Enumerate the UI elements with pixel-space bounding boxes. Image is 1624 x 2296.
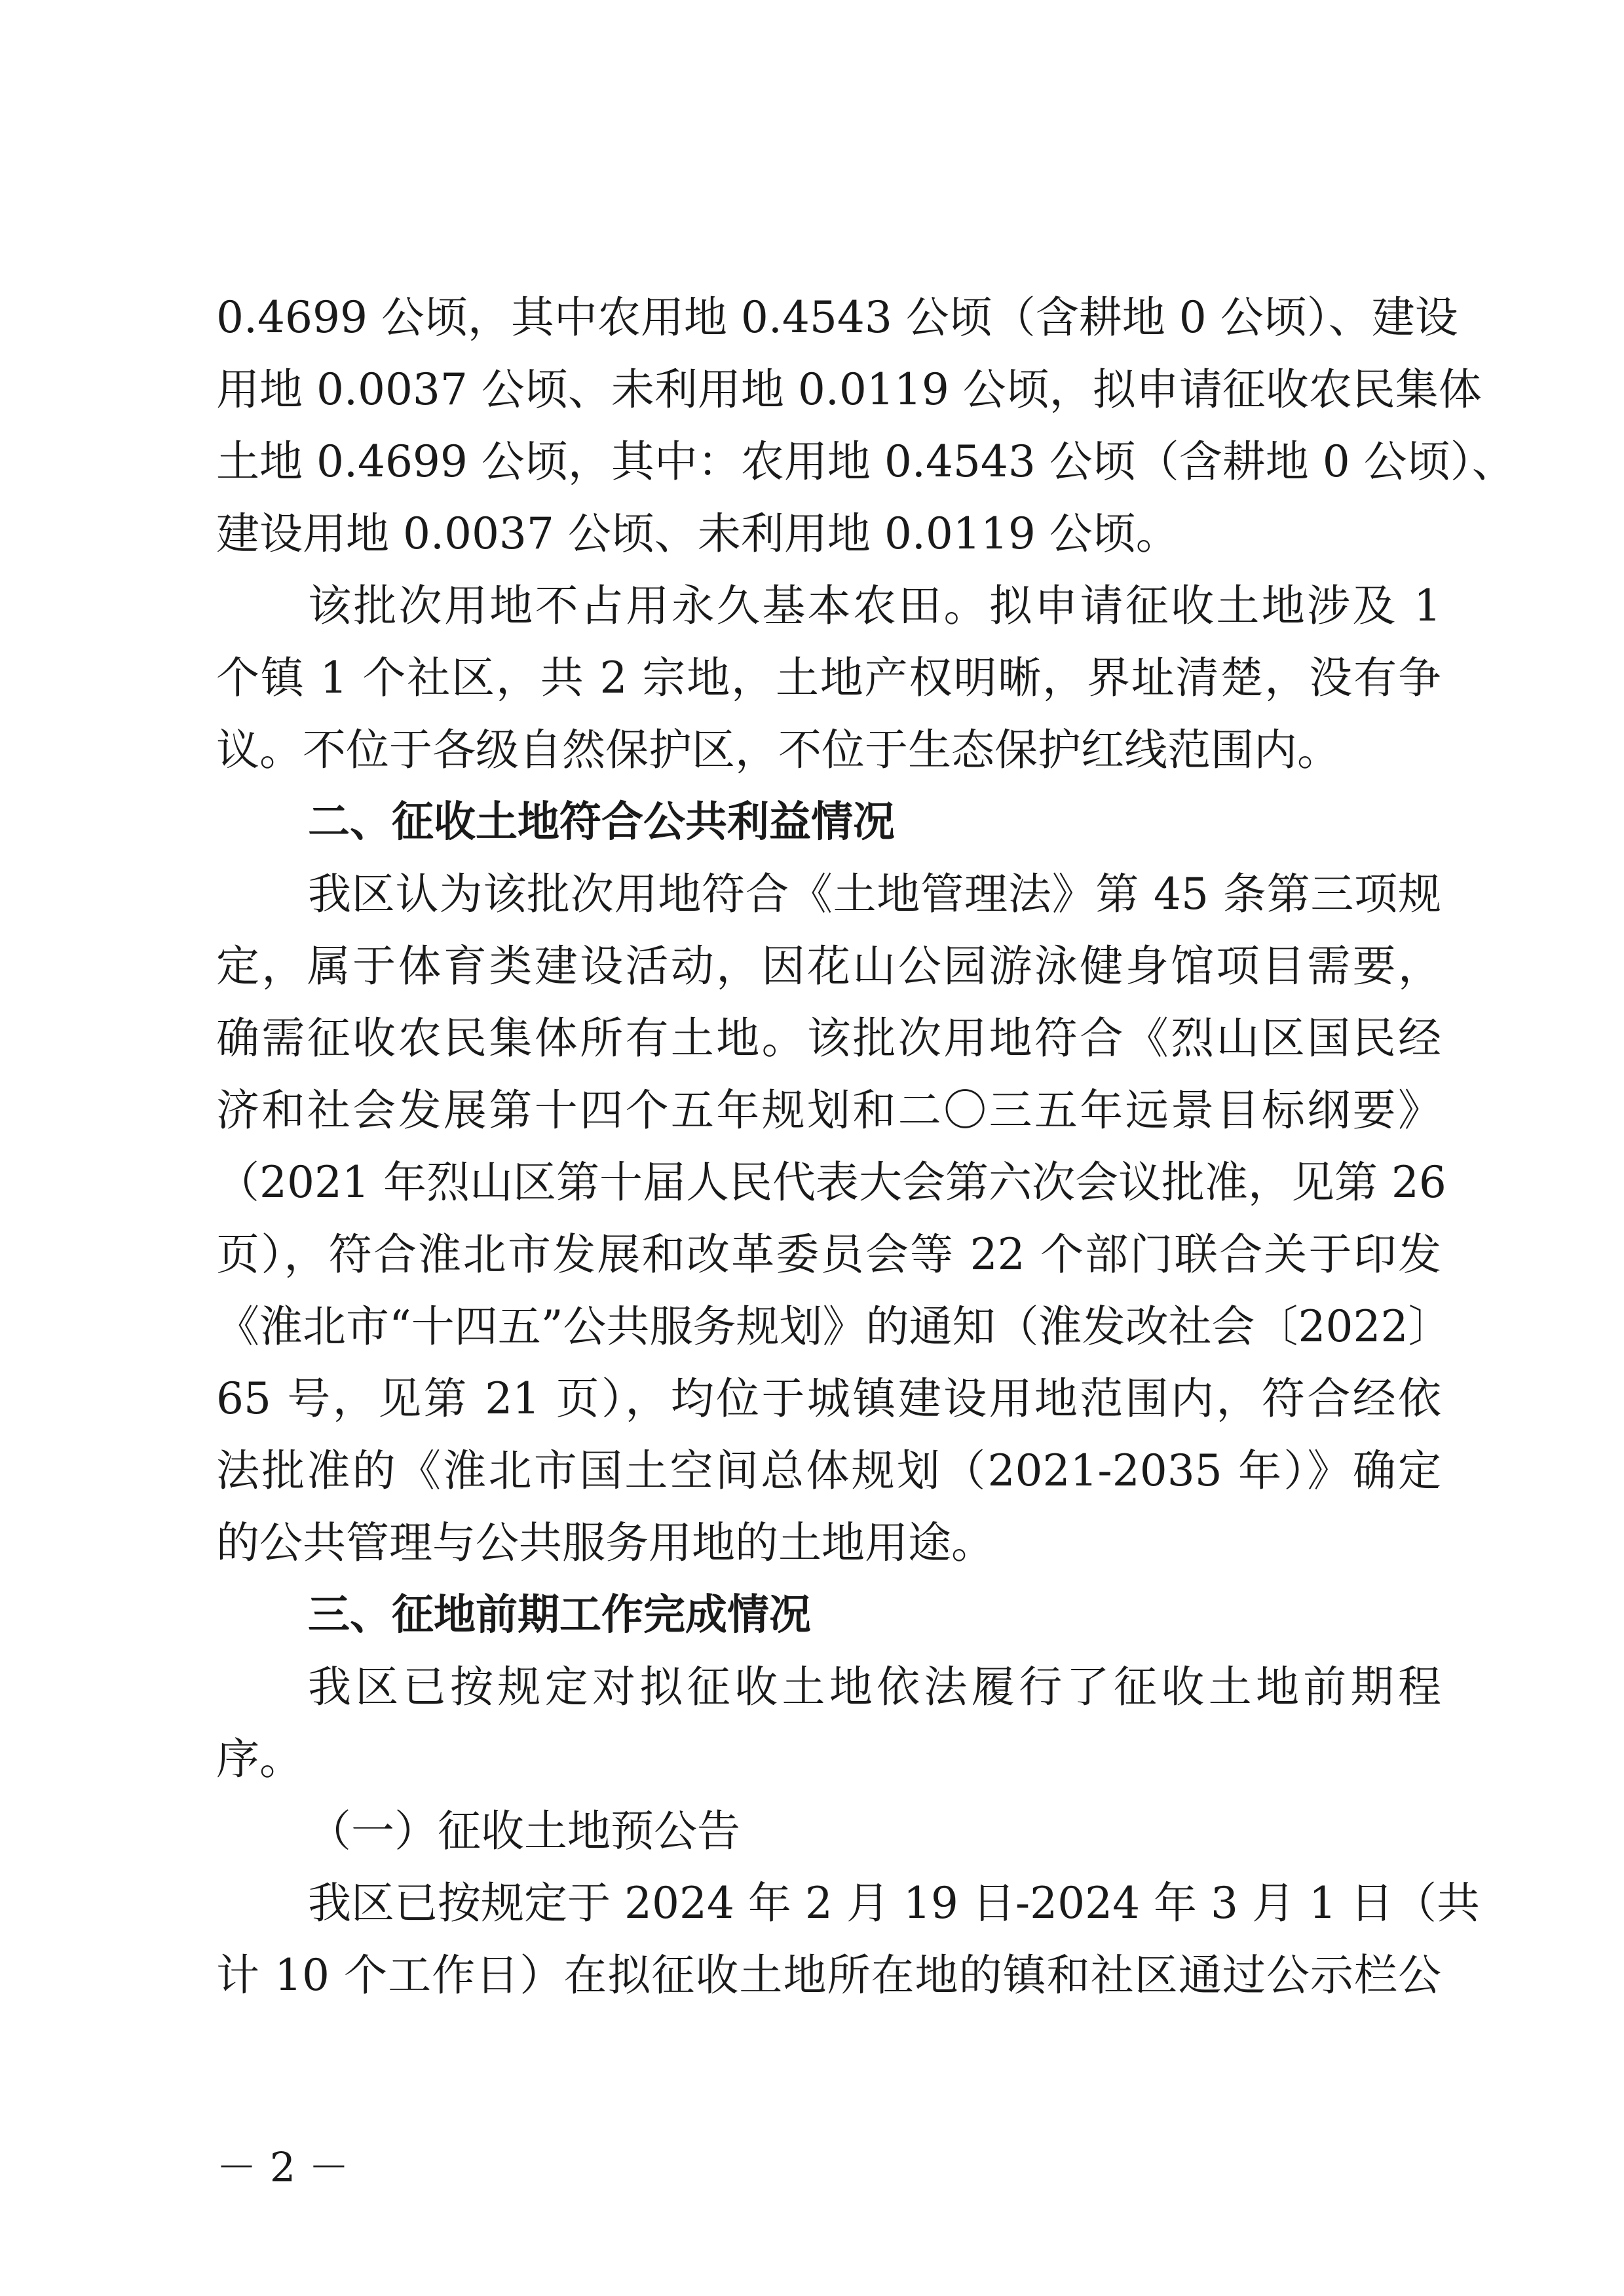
body-text-line: 济和社会发展第十四个五年规划和二〇三五年远景目标纲要》 [216, 1085, 1441, 1136]
body-text-line: 我区已按规定于 2024 年 2 月 19 日-2024 年 3 月 1 日（共 [308, 1878, 1480, 1928]
body-text-line: 用地 0.0037 公顷、未利用地 0.0119 公顷，拟申请征收农民集体 [216, 364, 1482, 415]
body-text-line: 土地 0.4699 公顷，其中：农用地 0.4543 公顷（含耕地 0 公顷）、 [216, 436, 1515, 487]
body-text-line: 我区已按规定对拟征收土地依法履行了征收土地前期程 [308, 1662, 1441, 1712]
body-text-line: 法批准的《淮北市国土空间总体规划（2021-2035 年）》确定 [216, 1445, 1441, 1496]
body-text-line: 我区认为该批次用地符合《土地管理法》第 45 条第三项规 [308, 869, 1441, 919]
body-text-line: 的公共管理与公共服务用地的土地用途。 [216, 1518, 994, 1568]
body-text-line: 该批次用地不占用永久基本农田。拟申请征收土地涉及 1 [308, 581, 1441, 631]
section-heading: 二、征收土地符合公共利益情况 [308, 798, 895, 847]
body-text-line: 页），符合淮北市发展和改革委员会等 22 个部门联合关于印发 [216, 1229, 1441, 1280]
subsection-heading: （一）征收土地预公告 [308, 1806, 740, 1856]
body-text-line: 定，属于体育类建设活动，因花山公园游泳健身馆项目需要， [216, 941, 1441, 991]
body-text-line: 序。 [216, 1734, 303, 1784]
body-text-line: （2021 年烈山区第十届人民代表大会第六次会议批准，见第 26 [216, 1157, 1446, 1208]
body-text-line: 个镇 1 个社区，共 2 宗地，土地产权明晰，界址清楚，没有争 [216, 653, 1441, 703]
body-text-line: 0.4699 公顷，其中农用地 0.4543 公顷（含耕地 0 公顷）、建设 [216, 292, 1458, 343]
body-text-line: 建设用地 0.0037 公顷、未利用地 0.0119 公顷。 [216, 508, 1179, 559]
body-text-line: 确需征收农民集体所有土地。该批次用地符合《烈山区国民经 [216, 1013, 1441, 1063]
page-number: － 2 － [216, 2143, 349, 2191]
body-text-line: 65 号，见第 21 页），均位于城镇建设用地范围内，符合经依 [216, 1373, 1441, 1424]
body-text-line: 计 10 个工作日）在拟征收土地所在地的镇和社区通过公示栏公 [216, 1950, 1441, 2000]
section-heading: 三、征地前期工作完成情况 [308, 1591, 811, 1639]
body-text-line: 议。不位于各级自然保护区，不位于生态保护红线范围内。 [216, 725, 1340, 775]
body-text-line: 《淮北市“十四五”公共服务规划》的通知（淮发改社会〔2022〕 [216, 1301, 1452, 1352]
